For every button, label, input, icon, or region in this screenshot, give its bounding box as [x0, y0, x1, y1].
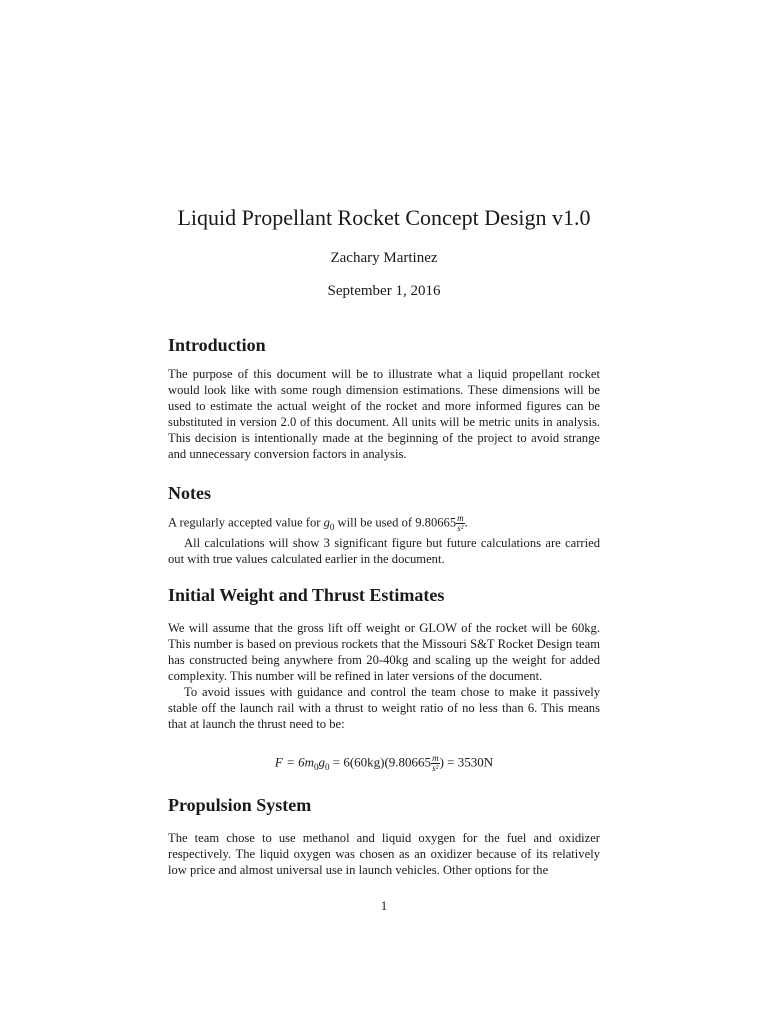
- notes-paragraph-2: All calculations will show 3 significant figure but future calculations are carried out with true values calculated earlier in the document.: [168, 535, 600, 566]
- notes-text-prefix: A regularly accepted value for: [168, 515, 324, 530]
- equation-lhs: F = 6m: [274, 754, 314, 770]
- equation-rhs: ) = 3530N: [439, 754, 494, 770]
- section-introduction: [168, 335, 600, 462]
- notes-g-symbol: g: [323, 515, 330, 530]
- notes-frac-denominator: s²: [457, 523, 464, 533]
- notes-paragraph-1: [168, 514, 600, 535]
- equation-g-subscript: 0: [324, 762, 330, 773]
- page-number: 1: [380, 898, 388, 913]
- equation-frac-numerator: m: [432, 753, 439, 763]
- section-heading-introduction: Introduction: [168, 335, 266, 355]
- notes-text-middle: will be used of 9.80665: [334, 515, 457, 530]
- notes-frac-numerator: m: [457, 513, 464, 523]
- notes-g-subscript: 0: [329, 521, 335, 532]
- document-date: September 1, 2016: [327, 283, 441, 299]
- weight-paragraph-2: To avoid issues with guidance and control the team chose to make it passively stable off the launch rail with a thrust to weight ratio of no less than 6. This means that at launch the thrust need to be:: [168, 685, 600, 731]
- equation-middle: = 6(60kg)(9.80665: [329, 754, 432, 770]
- section-heading-propulsion: Propulsion System: [168, 795, 312, 815]
- section-notes: [168, 483, 600, 567]
- equation-m-subscript: 0: [313, 762, 319, 773]
- thrust-equation: [168, 754, 600, 773]
- document-author: Zachary Martinez: [330, 250, 438, 266]
- weight-paragraph-1: We will assume that the gross lift off weight or GLOW of the rocket will be 60kg. This number is based on previous rockets that the Missouri S&T Rocket Design team has constructed being anywhere from 20-40kg and scaling up the weight for added complexity. This number will be refined in later versions of the document.: [168, 621, 600, 683]
- document-title: Liquid Propellant Rocket Concept Design v1.0: [177, 205, 591, 230]
- section-heading-notes: Notes: [168, 483, 211, 503]
- equation-unit-fraction: [431, 754, 440, 773]
- propulsion-paragraph: The team chose to use methanol and liquid oxygen for the fuel and oxidizer respectively. The liquid oxygen was chosen as an oxidizer because of its relatively low price and almost universal use in launch vehicles. Other options for the: [168, 831, 600, 877]
- equation-g-symbol: g: [318, 754, 325, 770]
- introduction-paragraph: The purpose of this document will be to illustrate what a liquid propellant rocket would look like with some rough dimension estimations. These dimensions will be used to estimate the actual weight of the rocket and more informed figures can be substituted in version 2.0 of this document. All units will be metric units in analysis. This decision is intentionally made at the beginning of the project to avoid strange and unnecessary conversion factors in analysis.: [168, 367, 600, 461]
- section-heading-weight-thrust: Initial Weight and Thrust Estimates: [168, 585, 445, 605]
- section-propulsion: [168, 795, 600, 878]
- notes-unit-fraction: [456, 514, 465, 533]
- notes-text-suffix: .: [464, 515, 468, 530]
- section-weight-thrust: [168, 585, 600, 732]
- equation-frac-denominator: s²: [432, 763, 439, 773]
